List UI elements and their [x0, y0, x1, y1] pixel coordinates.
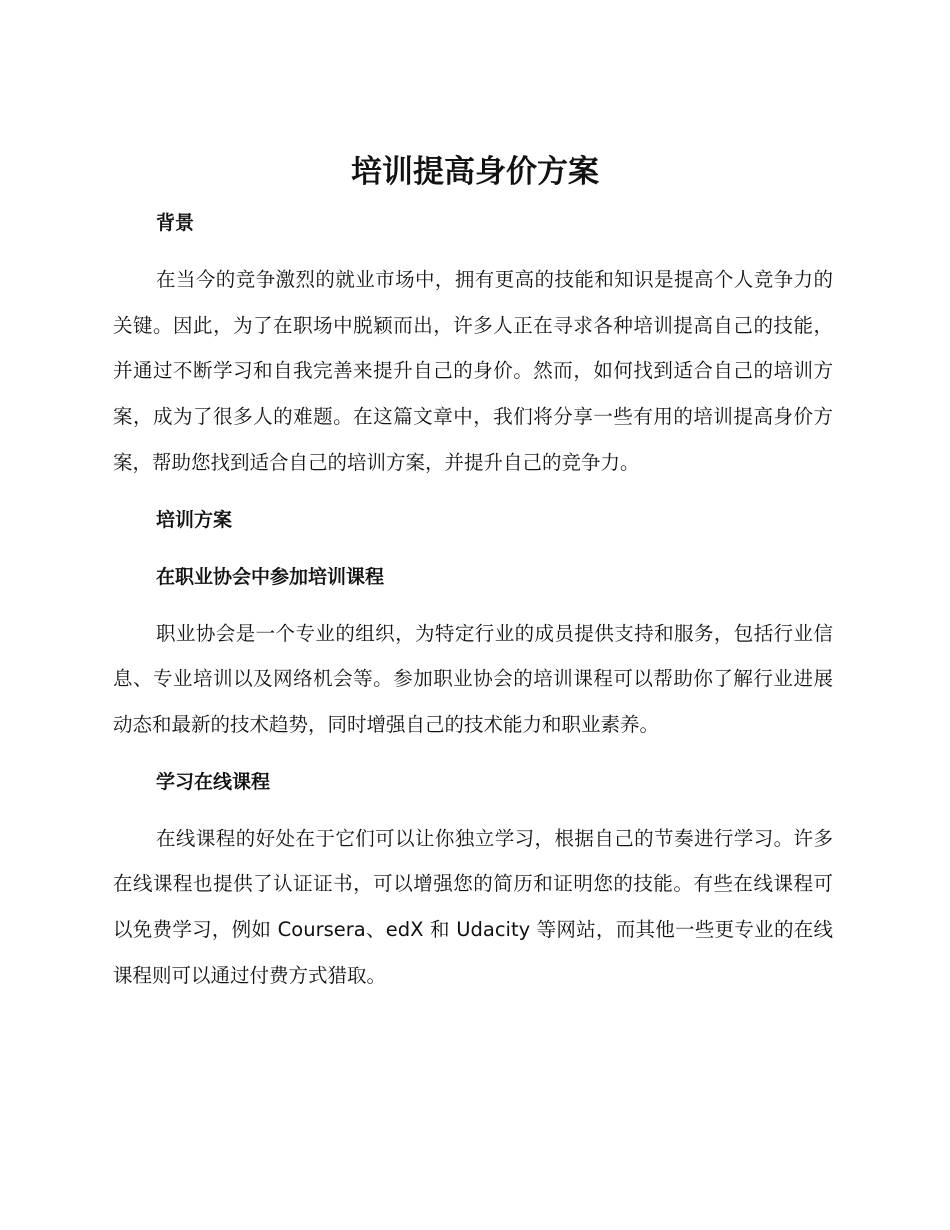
paragraph-online-courses: 在线课程的好处在于它们可以让你独立学习，根据自己的节奏进行学习。许多在线课程也提供了认证证书，可以增强您的简历和证明您的技能。有些在线课程可以免费学习，例如 Coursera、edX 和 Udacity 等网站，而其他一些更专业的在线课程则可以通过付费方式猎取。: [113, 826, 833, 987]
paragraph-background: 在当今的竞争激烈的就业市场中，拥有更高的技能和知识是提高个人竞争力的关键。因此，为了在职场中脱颖而出，许多人正在寻求各种培训提高自己的技能，并通过不断学习和自我完善来提升自己的身价。然而，如何找到适合自己的培训方案，成为了很多人的难题。在这篇文章中，我们将分享一些有用的培训提高身价方案，帮助您找到适合自己的培训方案，并提升自己的竞争力。: [113, 268, 833, 474]
document-body: [113, 200, 833, 998]
paragraph-association: 职业协会是一个专业的组织，为特定行业的成员提供支持和服务，包括行业信息、专业培训以及网络机会等。参加职业协会的培训课程可以帮助你了解行业进展动态和最新的技术趋势，同时增强自己的技术能力和职业素养。: [113, 621, 833, 736]
section-heading-background: 背景: [156, 212, 195, 234]
subsection-heading-online-courses: 学习在线课程: [156, 770, 271, 793]
subsection-heading-association: 在职业协会中参加培训课程: [156, 565, 385, 588]
section-heading-training-plan: 培训方案: [156, 508, 233, 531]
document-title: 培训提高身价方案: [351, 154, 599, 190]
